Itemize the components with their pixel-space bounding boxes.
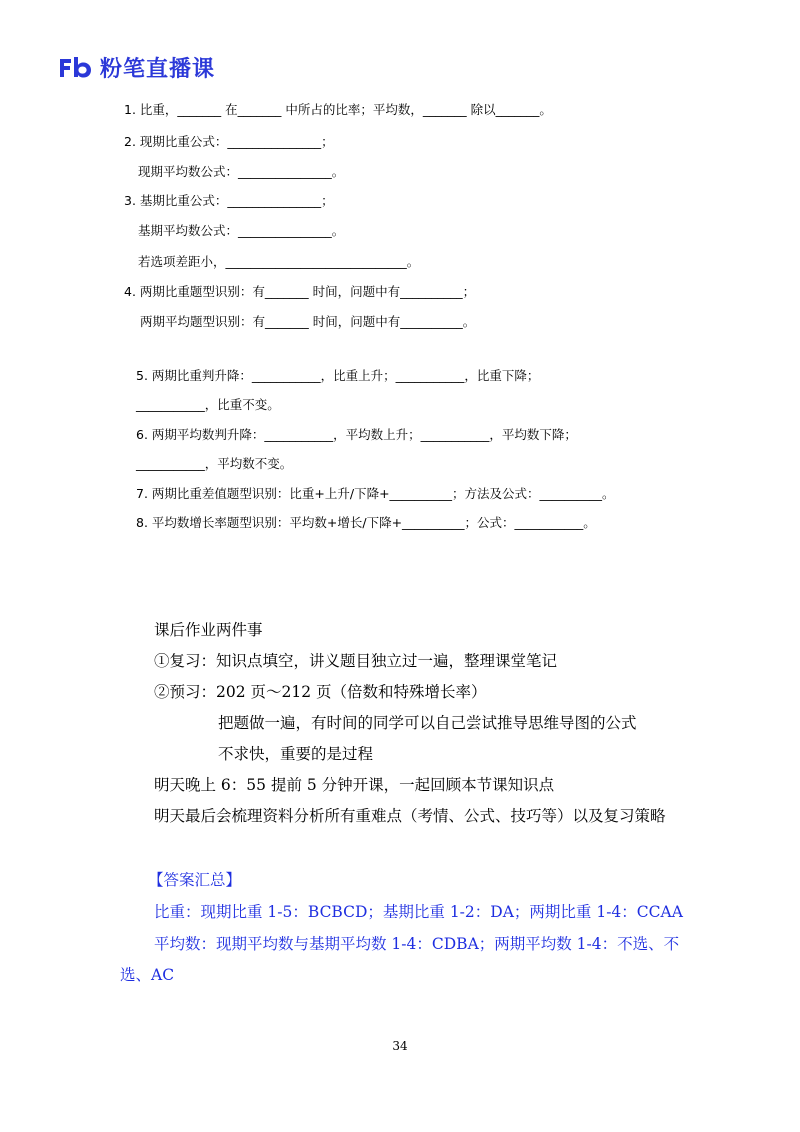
- exercise-line-5: 基期平均数公式：_______________。: [138, 223, 345, 238]
- homework-title: 课后作业两件事: [154, 621, 263, 639]
- brand-logo: [58, 52, 215, 82]
- exercise-line-13: 7. 两期比重差值题型识别：比重+上升/下降+__________；方法及公式：__________。: [136, 486, 615, 501]
- exercise-line-7: 4. 两期比重题型识别：有_______ 时间，问题中有__________；: [124, 284, 476, 299]
- page-number: 34: [392, 1039, 408, 1053]
- exercise-line-9: 5. 两期比重判升降：___________，比重上升；___________，比重下降；: [136, 368, 540, 383]
- exercise-line-8: 两期平均题型识别：有_______ 时间，问题中有__________。: [140, 314, 476, 329]
- exercise-line-14: 8. 平均数增长率题型识别：平均数+增长/下降+__________；公式：___________。: [136, 515, 596, 530]
- fb-logo-icon: [58, 55, 94, 79]
- homework-preview-note-2: 不求快，重要的是过程: [218, 745, 374, 763]
- exercise-line-11: 6. 两期平均数判升降：___________，平均数上升；___________，平均数下降；: [136, 427, 577, 442]
- answers-title: 【答案汇总】: [148, 871, 242, 889]
- brand-name: 粉笔直播课: [100, 56, 216, 82]
- homework-final-review: 明天最后会梳理资料分析所有重难点（考情、公式、技巧等）以及复习策略: [154, 807, 666, 825]
- exercise-line-3: 现期平均数公式：_______________。: [138, 164, 345, 179]
- exercise-line-4: 3. 基期比重公式：_______________；: [124, 193, 334, 208]
- homework-preview: ②预习：202 页～212 页（倍数和特殊增长率）: [154, 683, 487, 701]
- exercise-line-6: 若选项差距小，_____________________________。: [138, 254, 420, 269]
- exercise-line-10: ___________，比重不变。: [136, 397, 280, 412]
- answers-line-1: 比重：现期比重 1-5：BCBCD；基期比重 1-2：DA；两期比重 1-4：CCAA: [154, 903, 683, 921]
- exercise-line-12: ___________，平均数不变。: [136, 456, 293, 471]
- exercise-line-2: 2. 现期比重公式：_______________；: [124, 134, 334, 149]
- answers-line-3: 选、AC: [120, 966, 175, 984]
- homework-preview-note-1: 把题做一遍，有时间的同学可以自己尝试推导思维导图的公式: [218, 714, 637, 732]
- homework-next-class: 明天晚上 6：55 提前 5 分钟开课，一起回顾本节课知识点: [154, 776, 555, 794]
- answers-line-2: 平均数：现期平均数与基期平均数 1-4：CDBA；两期平均数 1-4：不选、不: [154, 935, 680, 953]
- homework-review: ①复习：知识点填空，讲义题目独立过一遍，整理课堂笔记: [154, 652, 558, 670]
- exercise-line-1: 1. 比重，_______ 在_______ 中所占的比率；平均数，_______ 除以_______。: [124, 102, 552, 117]
